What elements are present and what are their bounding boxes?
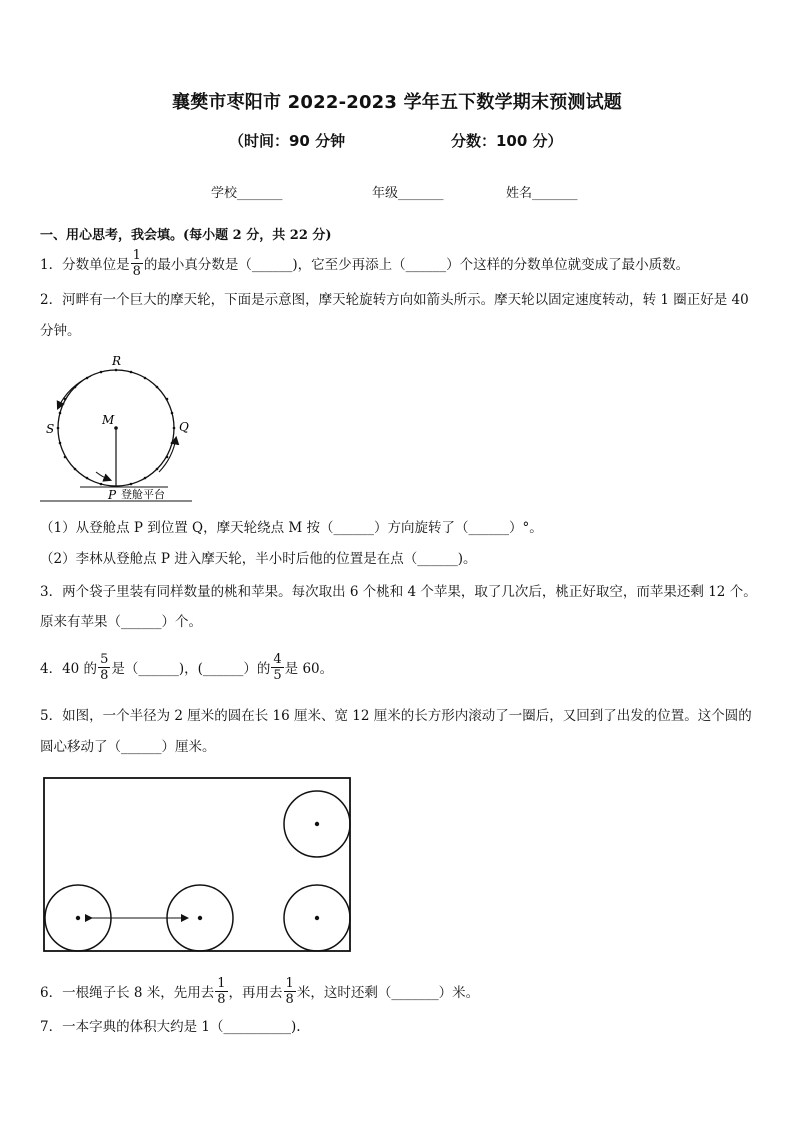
question-1 <box>40 250 689 281</box>
q6-fraction-1: $\frac{1}{8}$ <box>217 976 226 1007</box>
grade-field: 年级_______ <box>372 186 444 201</box>
q4-fraction-1: $\frac{5}{8}$ <box>100 652 109 683</box>
center-dot <box>315 822 319 826</box>
rotation-arrow-bottom <box>96 472 110 480</box>
question-3-line1: 3．两个袋子里装有同样数量的桃和苹果。每次取出 6 个桃和 4 个苹果，取了几次后，桃正好取空，而苹果还剩 12 个。 <box>40 584 757 600</box>
center-dot <box>198 916 202 920</box>
question-5-line1: 5．如图，一个半径为 2 厘米的圆在长 16 厘米、宽 12 厘米的长方形内滚动了一圈后，又回到了出发的位置。这个圆的 <box>40 708 752 724</box>
question-7: 7．一本字典的体积大约是 1（__________). <box>40 1019 301 1035</box>
exam-time: （时间：90 分钟 <box>229 132 346 150</box>
q6-fraction-2: $\frac{1}{8}$ <box>285 976 294 1007</box>
rolling-circle-diagram <box>42 776 354 954</box>
name-field: 姓名_______ <box>506 186 578 201</box>
school-field: 学校_______ <box>211 186 283 201</box>
label-p: P <box>108 488 117 502</box>
question-4: 4．40 的 $\frac{5}{8}$ 是（______)，(______）的 $\frac{4}{5}$ 是 60。 <box>40 652 334 683</box>
question-5-line2: 圆心移动了（______）厘米。 <box>40 739 216 755</box>
label-r: R <box>112 354 122 368</box>
question-2-line2: 分钟。 <box>40 323 81 339</box>
label-q: Q <box>179 420 189 434</box>
question-3-line2: 原来有苹果（______）个。 <box>40 614 202 630</box>
center-dot <box>76 916 80 920</box>
page-title: 襄樊市枣阳市 2022-2023 学年五下数学期末预测试题 <box>172 92 622 113</box>
q1-fraction: $\frac{1}{8}$ <box>132 248 141 279</box>
q1-text-post: 的最小真分数是（______)，它至少再添上（______）个这样的分数单位就变成了最小质数。 <box>143 257 690 273</box>
rectangle-boundary <box>44 778 350 951</box>
ferris-wheel-diagram <box>36 348 206 508</box>
label-s: S <box>46 422 55 436</box>
question-2-sub2: （2）李林从登舱点 P 进入摩天轮，半小时后他的位置是在点（______)。 <box>40 551 477 567</box>
section-heading: 一、用心思考，我会填。(每小题 2 分，共 22 分) <box>40 228 332 243</box>
question-6: 6．一根绳子长 8 米，先用去 $\frac{1}{8}$ ，再用去 $\frac{1}{8}$ 米，这时还剩（_______）米。 <box>40 976 480 1007</box>
q4-fraction-2: $\frac{4}{5}$ <box>273 652 282 683</box>
q1-text-pre: 1．分数单位是 <box>40 257 130 273</box>
label-platform: 登舱平台 <box>121 488 165 501</box>
question-2-line1: 2．河畔有一个巨大的摩天轮，下面是示意图，摩天轮旋转方向如箭头所示。摩天轮以固定速度转动，转 1 圈正好是 40 <box>40 292 749 308</box>
center-dot <box>315 916 319 920</box>
exam-score: 分数：100 分） <box>451 132 563 150</box>
label-m: M <box>102 413 115 427</box>
question-2-sub1: （1）从登舱点 P 到位置 Q，摩天轮绕点 M 按（______）方向旋转了（______）°。 <box>40 520 543 536</box>
